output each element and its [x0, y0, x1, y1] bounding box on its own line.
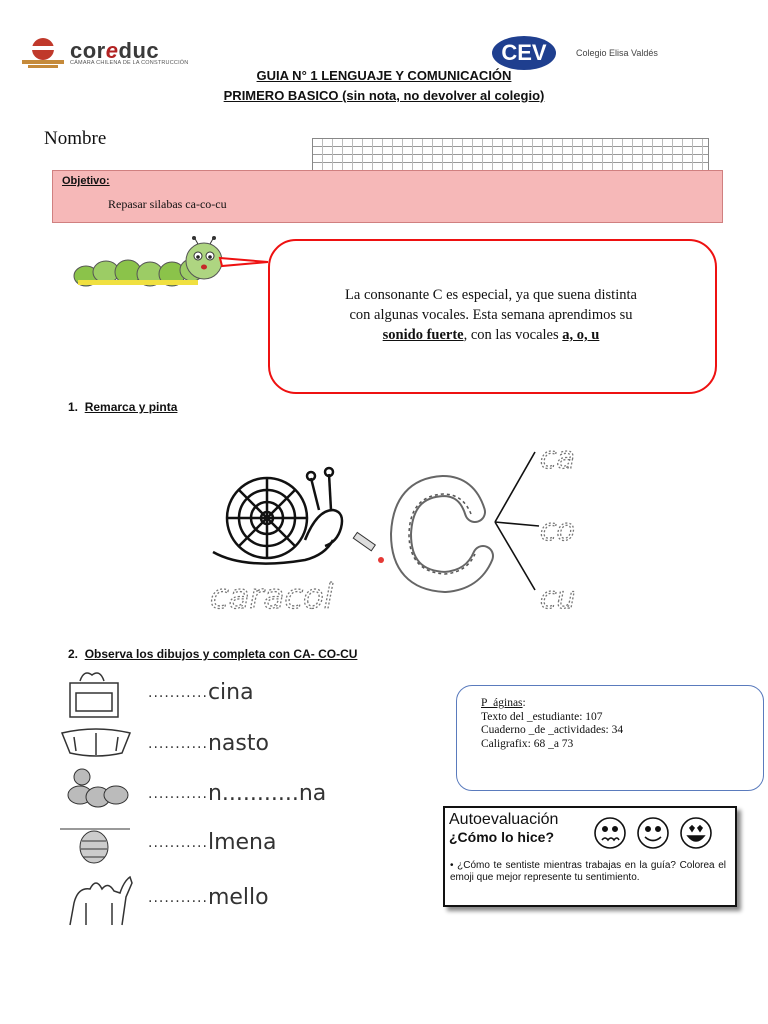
syllable-ca: ca	[540, 441, 575, 476]
fill-row-5[interactable]: ...........mello	[148, 885, 269, 910]
pages-text: P_áginas: Texto del _estudiante: 107 Cuaderno _de _actividades: 34 Caligrafix: 68 _a 73	[481, 697, 624, 750]
syllable-co: co	[540, 513, 575, 548]
fill-row-4[interactable]: ...........lmena	[148, 830, 277, 855]
worried-face-icon	[595, 818, 625, 848]
coreduc-subtitle: CÁMARA CHILENA DE LA CONSTRUCCIÓN	[70, 60, 189, 66]
guide-subtitle: PRIMERO BASICO (sin nota, no devolver al colegio)	[223, 88, 545, 103]
bubble-text: La consonante C es especial, ya que suena distinta con algunas vocales. Esta semana aprendimos su sonido fuerte, con las vocales a, o, u	[345, 287, 637, 343]
beehive-icon	[60, 829, 130, 863]
kitchen-stove-icon	[70, 673, 118, 717]
pencil-icon	[353, 532, 375, 550]
cev-badge: CEV	[492, 36, 556, 70]
school-name: Colegio Elisa Valdés	[576, 48, 658, 58]
fill-row-2[interactable]: ...........nasto	[148, 731, 269, 756]
basket-icon	[62, 729, 130, 756]
heart-eyes-face-icon	[681, 818, 711, 848]
caterpillar-small-icon	[68, 769, 128, 807]
guide-title: GUIA N° 1 LENGUAJE Y COMUNICACIÓN	[256, 68, 512, 83]
caracol-word: caracol	[210, 577, 334, 617]
cev-logo	[492, 36, 662, 72]
autoevaluacion-instruction: • ¿Cómo te sentiste mientras trabajas en la guía? Colorea el emoji que mejor represente tu sentimiento.	[450, 860, 726, 883]
snail-icon	[213, 468, 342, 564]
coreduc-logo	[20, 36, 220, 72]
syllable-cu: cu	[540, 581, 576, 616]
nombre-label: Nombre	[44, 128, 107, 149]
exercise-2-pictures	[60, 667, 140, 932]
emoji-faces	[593, 816, 721, 850]
exercise-1-heading: 1. Remarca y pinta	[68, 400, 178, 414]
coreduc-wordmark: coreduc	[70, 38, 160, 63]
camel-icon	[70, 877, 132, 925]
fill-row-1[interactable]: ...........cina	[148, 680, 254, 705]
exercise-2-heading: 2. Observa los dibujos y completa con CA- CO-CU	[68, 647, 358, 661]
coreduc-emblem-icon	[20, 36, 66, 72]
autoevaluacion-title: Autoevaluación	[449, 811, 559, 828]
snail-c-illustration	[205, 430, 600, 618]
happy-face-icon	[638, 818, 668, 848]
objetivo-label: Objetivo:	[62, 175, 110, 187]
caterpillar-icon	[68, 236, 273, 298]
autoevaluacion-question: ¿Cómo lo hice?	[449, 829, 554, 845]
objetivo-text: Repasar silabas ca-co-cu	[108, 197, 227, 211]
fill-row-3[interactable]: ...........n...........na	[148, 781, 327, 806]
